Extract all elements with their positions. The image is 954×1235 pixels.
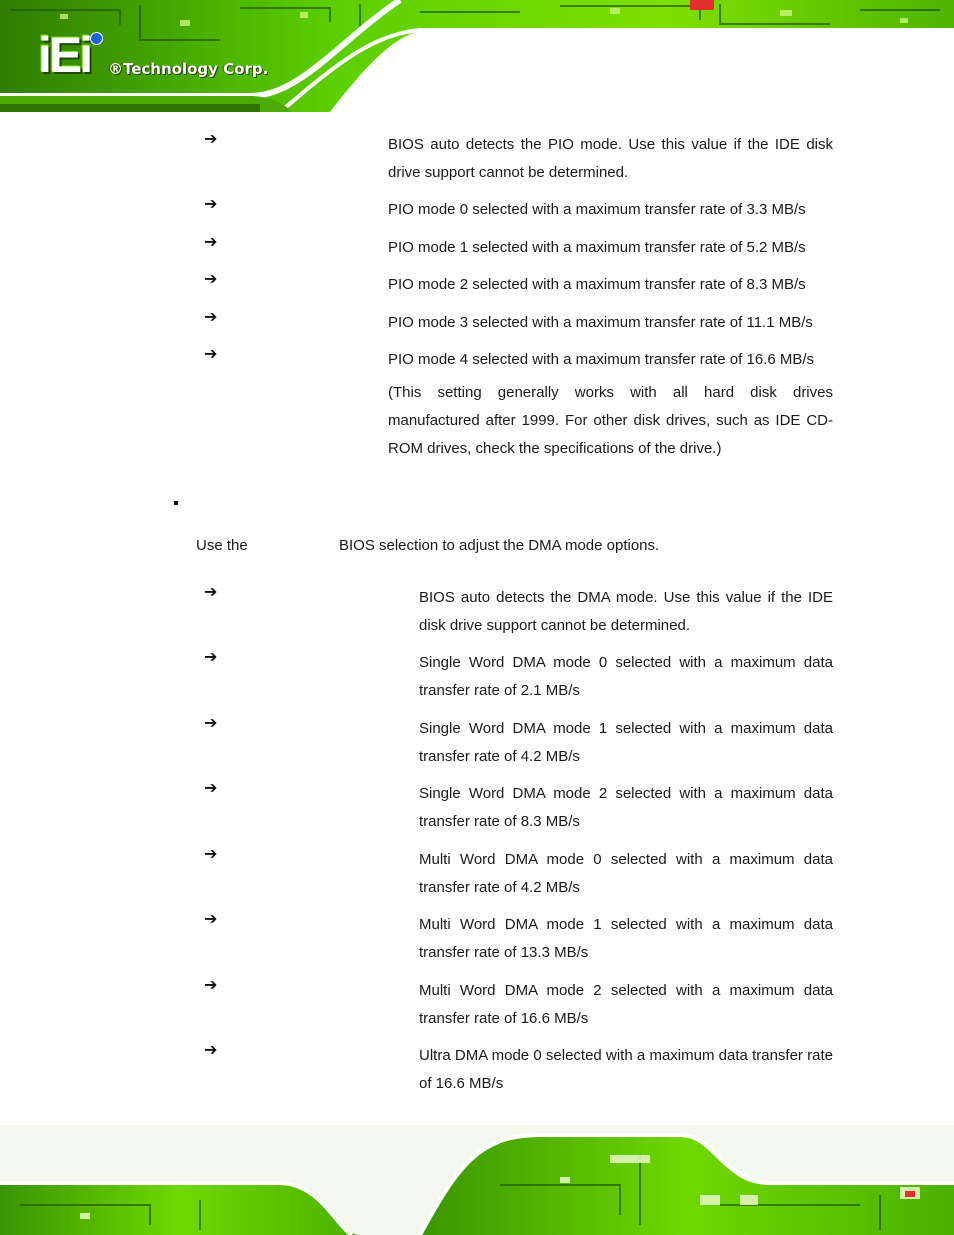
dma-option-description: Single Word DMA mode 0 selected with a maximum data transfer rate of 2.1 MB/s [419,654,833,699]
pio-option-description: PIO mode 0 selected with a maximum transfer rate of 3.3 MB/s [388,201,806,218]
intro-prefix: Use the [196,537,248,554]
arrow-right-icon: ➔ [204,194,218,213]
logo-mark: iEi [38,27,91,83]
arrow-right-icon: ➔ [204,269,218,288]
intro-suffix: BIOS selection to adjust the DMA mode options. [339,537,660,554]
dma-option-description: Single Word DMA mode 2 selected with a maximum data transfer rate of 8.3 MB/s [419,785,833,830]
dma-option-description: Multi Word DMA mode 2 selected with a maximum data transfer rate of 16.6 MB/s [419,982,833,1027]
arrow-right-icon: ➔ [204,1040,218,1059]
circuit-board-footer-graphic [0,1125,954,1235]
arrow-right-icon: ➔ [204,909,218,928]
arrow-right-icon: ➔ [204,713,218,732]
pio-option-description: PIO mode 1 selected with a maximum transfer rate of 5.2 MB/s [388,239,806,256]
arrow-right-icon: ➔ [204,307,218,326]
company-logo [38,27,298,83]
section-bullet-icon [174,501,178,505]
pio-option-description: BIOS auto detects the PIO mode. Use this value if the IDE disk drive support cannot be determined. [388,136,833,181]
dma-option-description: Multi Word DMA mode 0 selected with a maximum data transfer rate of 4.2 MB/s [419,851,833,896]
pio-option-description: PIO mode 4 selected with a maximum transfer rate of 16.6 MB/s [388,351,815,368]
page-footer-banner [0,1125,954,1235]
dma-option-description: Multi Word DMA mode 1 selected with a maximum data transfer rate of 13.3 MB/s [419,916,833,961]
pio-option-description: PIO mode 2 selected with a maximum transfer rate of 8.3 MB/s [388,276,806,293]
page-header-banner [0,0,954,112]
pio-option-description: PIO mode 3 selected with a maximum transfer rate of 11.1 MB/s [388,314,813,331]
logo-company-name: ®Technology Corp. [108,60,269,78]
arrow-right-icon: ➔ [204,975,218,994]
arrow-right-icon: ➔ [204,232,218,251]
logo-dot-icon [90,32,103,45]
dma-option-description: Single Word DMA mode 1 selected with a maximum data transfer rate of 4.2 MB/s [419,720,833,765]
dma-option-description: BIOS auto detects the DMA mode. Use this value if the IDE disk drive support cannot be determined. [419,589,833,634]
arrow-right-icon: ➔ [204,582,218,601]
pio-compatibility-note: (This setting generally works with all hard disk drives manufactured after 1999. For other disk drives, such as IDE CD-ROM drives, check the specifications of the drive.) [388,384,833,457]
arrow-right-icon: ➔ [204,647,218,666]
arrow-right-icon: ➔ [204,129,218,148]
dma-option-description: Ultra DMA mode 0 selected with a maximum data transfer rate of 16.6 MB/s [419,1047,833,1092]
arrow-right-icon: ➔ [204,844,218,863]
arrow-right-icon: ➔ [204,344,218,363]
arrow-right-icon: ➔ [204,778,218,797]
